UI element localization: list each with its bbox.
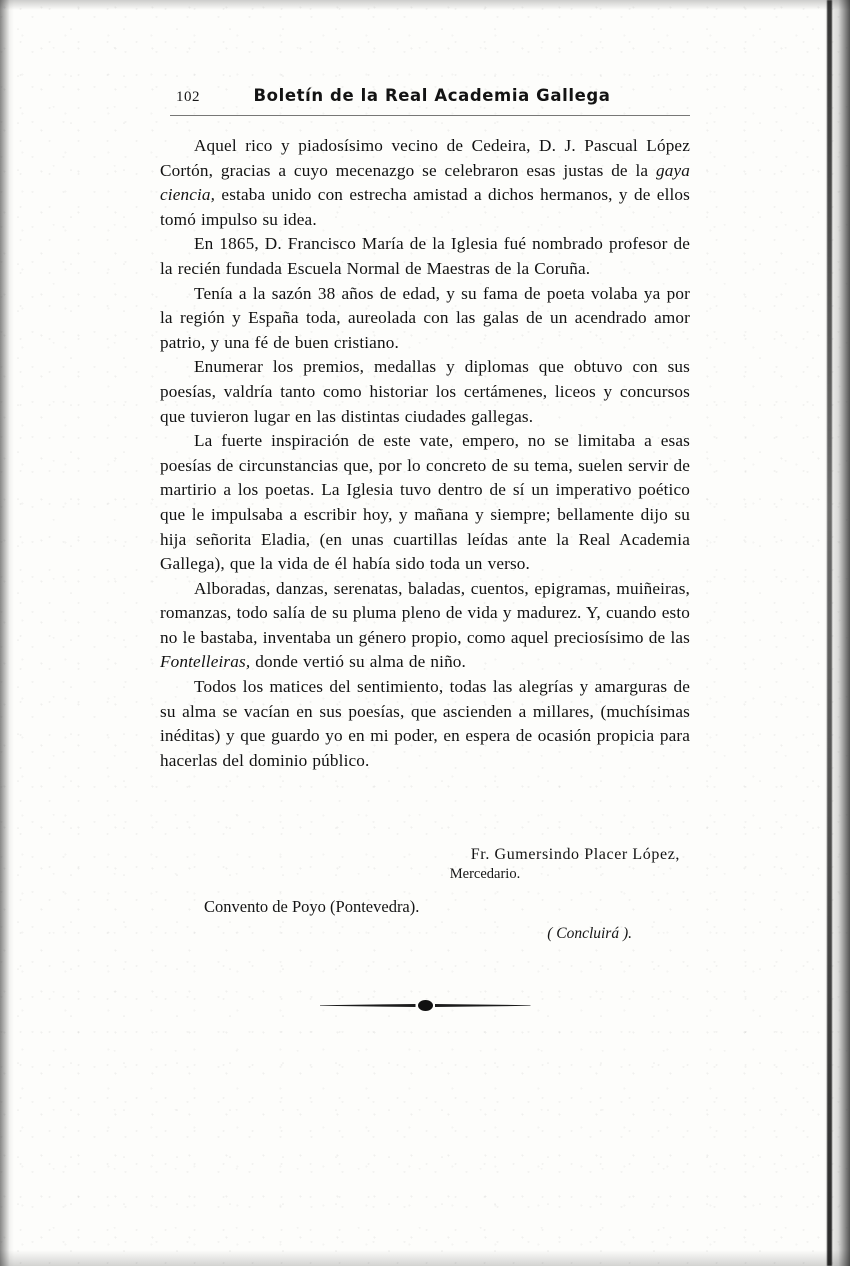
paragraph-4: Enumerar los premios, medallas y diplomas que obtuvo con sus poesías, valdría tanto como historiar los certámenes, liceos y concursos que tuvieron lugar en las distintas ciudades gallegas. — [160, 357, 690, 426]
page-folio-number: 102 — [176, 89, 200, 105]
scan-edge-left — [0, 0, 14, 1266]
scan-edge-top — [0, 0, 850, 10]
scan-edge-bottom — [0, 1250, 850, 1266]
paragraph-2: En 1865, D. Francisco María de la Iglesia fué nombrado profesor de la recién fundada Escuela Normal de Maestras de la Coruña. — [160, 234, 690, 278]
running-head — [176, 86, 682, 106]
continued-note: ( Concluirá ). — [547, 925, 632, 942]
paragraph-5: La fuerte inspiración de este vate, empero, no se limitaba a esas poesías de circunstancias que, por lo concreto de su tema, suelen servir de martirio a los poetas. La Iglesia tuvo dentro de sí un imperativo poético que le impulsaba a escribir hoy, y mañana y siempre; bellamente dijo su hija señorita Eladia, (en unas cuartillas leídas ante la Real Academia Gallega), que la vida de él había sido toda un verso. — [160, 431, 690, 574]
body-text-column — [160, 134, 690, 773]
header-rule — [170, 115, 690, 116]
ornament-right-bar-icon — [435, 1004, 531, 1007]
paragraph-7: Todos los matices del sentimiento, todas las alegrías y amarguras de su alma se vacían en sus poesías, que ascienden a millares, (muchísimas inéditas) y que guardo yo en mi poder, en espera de ocasión propicia para hacerlas del dominio público. — [160, 677, 690, 770]
scan-binding-line — [827, 0, 832, 1266]
ornament-left-bar-icon — [320, 1004, 416, 1007]
ornament-center-dot-icon — [418, 1000, 433, 1011]
paragraph-6: Alboradas, danzas, serenatas, baladas, cuentos, epigramas, muiñeiras, romanzas, todo salía de su pluma pleno de vida y madurez. Y, cuando esto no le bastaba, inventaba un género propio, como aquel preciosísimo de las Fontelleiras, donde vertió su alma de niño. — [160, 578, 690, 672]
paragraph-3: Tenía a la sazón 38 años de edad, y su fama de poeta volaba ya por la región y España toda, aureolada con las galas de un acendrado amor patrio, y una fé de buen cristiano. — [160, 283, 690, 352]
signature-place: Convento de Poyo (Pontevedra). — [204, 897, 420, 916]
signature-role: Mercedario. — [449, 866, 521, 882]
signature-author: Fr. Gumersindo Placer López, — [470, 846, 680, 863]
section-divider-ornament — [0, 1000, 850, 1011]
paragraph-1: Aquel rico y piadosísimo vecino de Cedeira, D. J. Pascual López Cortón, gracias a cuyo mecenazgo se celebraron esas justas de la gaya ciencia, estaba unido con estrecha amistad a dichos hermanos, y de ellos tomó impulso su idea. — [160, 136, 690, 229]
signature-block — [160, 846, 690, 943]
running-title: Boletín de la Real Academia Gallega — [253, 86, 611, 105]
